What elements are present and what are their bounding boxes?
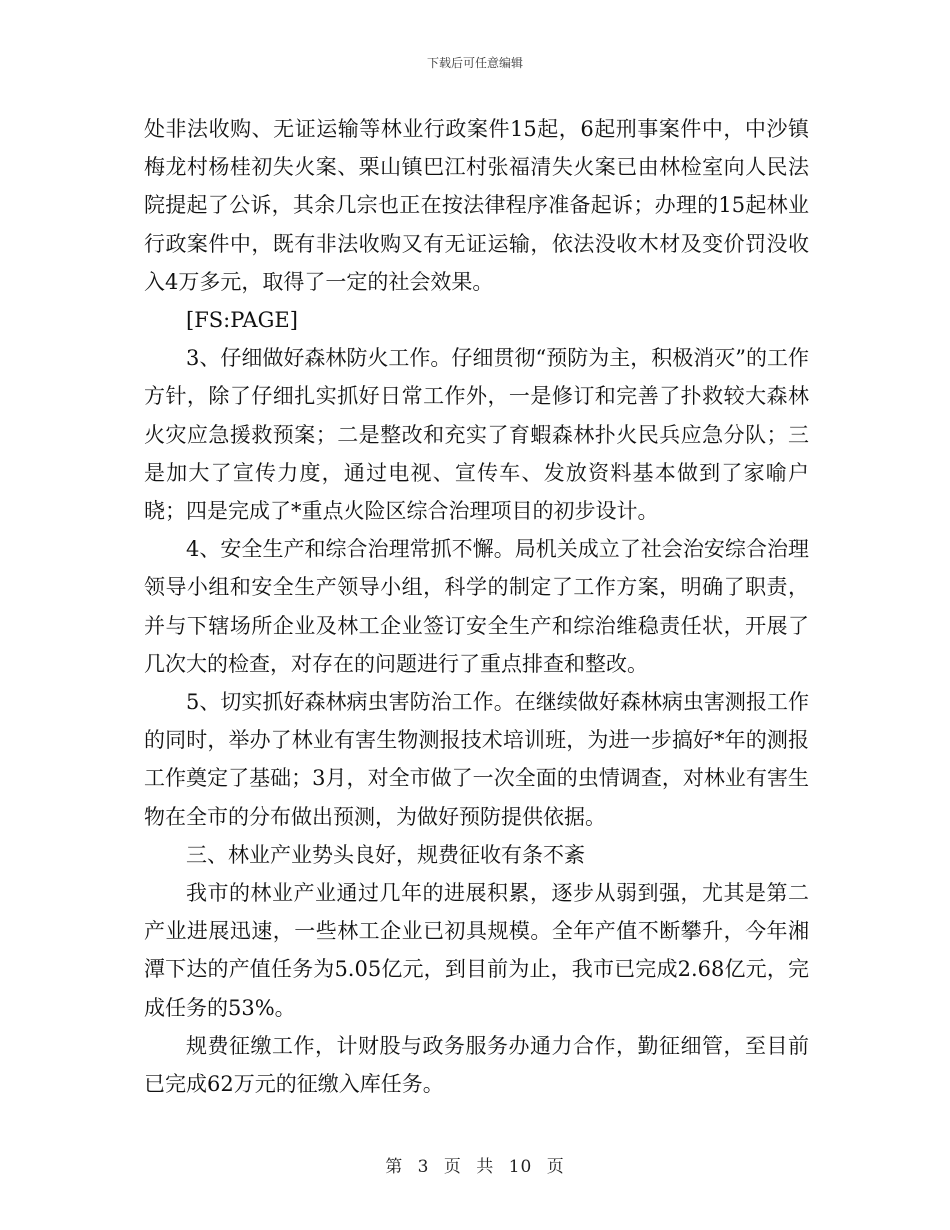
paragraph-page-marker: [FS:PAGE] xyxy=(186,308,298,333)
total-page-count: 10 xyxy=(508,1157,533,1177)
document-body xyxy=(144,110,809,1103)
paragraph-case-summary: 处非法收购、无证运输等林业行政案件15起，6起刑事案件中，中沙镇梅龙村杨桂初失火案、栗山镇巴江村张福清失火案已由林检室向人民法院提起了公诉，其余几宗也正在按法律程序准备起诉；办理的15起林业行政案件中，既有非法收购又有无证运输，依法没收木材及变价罚没收入4万多元，取得了一定的社会效果。 xyxy=(144,117,809,294)
total-label-prefix: 共 xyxy=(476,1157,495,1177)
paragraph-safety-governance: 4、安全生产和综合治理常抓不懈。局机关成立了社会治安综合治理领导小组和安全生产领导小组，科学的制定了工作方案，明确了职责，并与下辖场所企业及林工企业签订安全生产和综治维稳责任状，开展了几次大的检查，对存在的问题进行了重点排查和整改。 xyxy=(144,537,809,676)
paragraph-fire-prevention: 3、仔细做好森林防火工作。仔细贯彻“预防为主，积极消灭”的工作方针，除了仔细扎实抓好日常工作外，一是修订和完善了扑救较大森林火灾应急援救预案；二是整改和充实了育蝦森林扑火民兵应急分队；三是加大了宣传力度，通过电视、宣传车、发放资料基本做到了家喻户晓；四是完成了*重点火险区综合治理项目的初步设计。 xyxy=(144,346,809,524)
paragraph-fee-collection: 规费征缴工作，计财股与政务服务办通力合作，勤征细管，至目前已完成62万元的征缴入库任务。 xyxy=(144,1033,809,1097)
paragraph-industry-output: 我市的林业产业通过几年的进展积累，逐步从弱到强，尤其是第二产业进展迅速，一些林工企业已初具规模。全年产值不断攀升，今年湘潭下达的产值任务为5.05亿元，到目前为止，我市已完成2.68亿元，完成任务的53%。 xyxy=(144,881,809,1020)
page-number-footer xyxy=(0,1152,950,1177)
section-heading-industry: 三、林业产业势头良好，规费征收有条不紊 xyxy=(186,842,585,867)
current-page-number: 3 xyxy=(417,1157,430,1177)
page-label-prefix: 第 xyxy=(385,1157,404,1177)
page-label-mid: 页 xyxy=(443,1157,462,1177)
paragraph-pest-control: 5、切实抓好森林病虫害防治工作。在继续做好森林病虫害测报工作的同时，举办了林业有害生物测报技术培训班，为进一步搞好*年的测报工作奠定了基础；3月，对全市做了一次全面的虫情调查，对林业有害生物在全市的分布做出预测，为做好预防提供依据。 xyxy=(144,690,809,829)
page-label-suffix: 页 xyxy=(546,1157,565,1177)
page-header-note: 下载后可任意编辑 xyxy=(426,56,523,70)
